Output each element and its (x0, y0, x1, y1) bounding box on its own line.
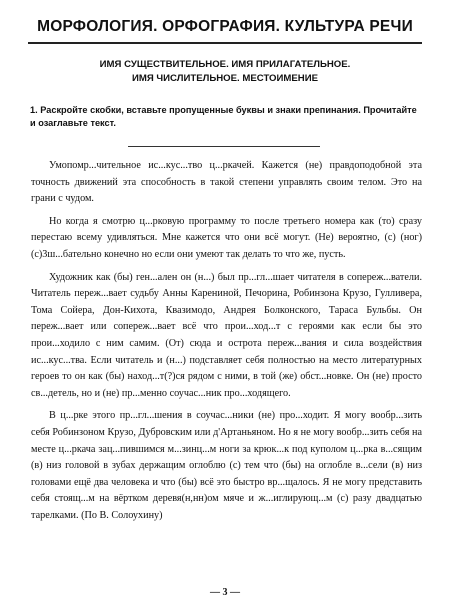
task-number: 1. (30, 105, 38, 115)
header-divider (28, 42, 422, 44)
paragraph-4: В ц...рке этого пр...гл...шения в соучас...ники (не) про...ходит. Я могу вообр...зить себя Робинзоном Крузо, Дубровским или д'Артаньяном. Но я не могу вообр...зить себя на месте ц...ркача зац...пившимся м...зинц...м ноги за крюк...к под куполом ц...рка в...сящим (в) низ головой в зубах держащим оглоблю (с) тем что (бы) на оглобле в...сели (в) низ головами ещё два человека и что (бы) всё это быстро вр...щалось. Я не могу представить себя стоящ...м на вёртком деревя(н,нн)ом мяче и ж...иглирующ...м (с) разу двадцатью тарелками. (По В. Солоухину) (31, 410, 422, 521)
task-instruction (30, 104, 422, 130)
section-title-line-1: ИМЯ СУЩЕСТВИТЕЛЬНОЕ. ИМЯ ПРИЛАГАТЕЛЬНОЕ. (99, 59, 351, 70)
paragraph-1: Умопомр...чительное ис...кус...тво ц...ркачей. Кажется (не) правдоподобной эта точность движений эта способность в такой степени управлять своим телом. Это на грани с чудом. (31, 160, 422, 205)
exercise-text (31, 158, 422, 530)
chapter-title: МОРФОЛОГИЯ. ОРФОГРАФИЯ. КУЛЬТУРА РЕЧИ (37, 18, 413, 35)
paragraph-2: Но когда я смотрю ц...рковую программу то после третьего номера как (то) сразу перестаю всему удивляться. Мне кажется что они всё могут. (Не) вероятно, (с) (ног) (с)3ш...бательно конечно но если они умеют так делать то что же, пусть. (31, 215, 422, 260)
page-number: — 3 — (210, 587, 240, 598)
section-title-line-2: ИМЯ ЧИСЛИТЕЛЬНОЕ. МЕСТОИМЕНИЕ (131, 72, 319, 84)
section-title (0, 58, 450, 85)
task-text: Раскройте скобки, вставьте пропущенные буквы и знаки препинания. Прочитайте и озаглавьте текст. (30, 105, 417, 128)
paragraph-3: Художник как (бы) ген...ален он (н...) был пр...гл...шает читателя в сопереж...ватели. Читатель переж...вает судьбу Анны Карениной, Печорина, Робинзона Крузо, Гулливера, Тома Сойера, Дон-Кихота, Квазимодо, Андрея Болконского, Тараса Бульбы. Он переж...вает или сопереж...вает всё что прои...ход...т с героями как если бы это прои...ходило с ним самим. (От) сюда и острота переж...вания и сила воздействия ис...кус...тва. Если читатель и (н...) подставляет себя полностью на место литературных героев то он как (бы) наход...т(?)ся рядом с ними, в той (же) обст...новке. Он (не) просто св...детель, но и (не) пр...менно соучас...ник про...ходящего. (31, 271, 422, 399)
title-answer-line (128, 146, 320, 147)
